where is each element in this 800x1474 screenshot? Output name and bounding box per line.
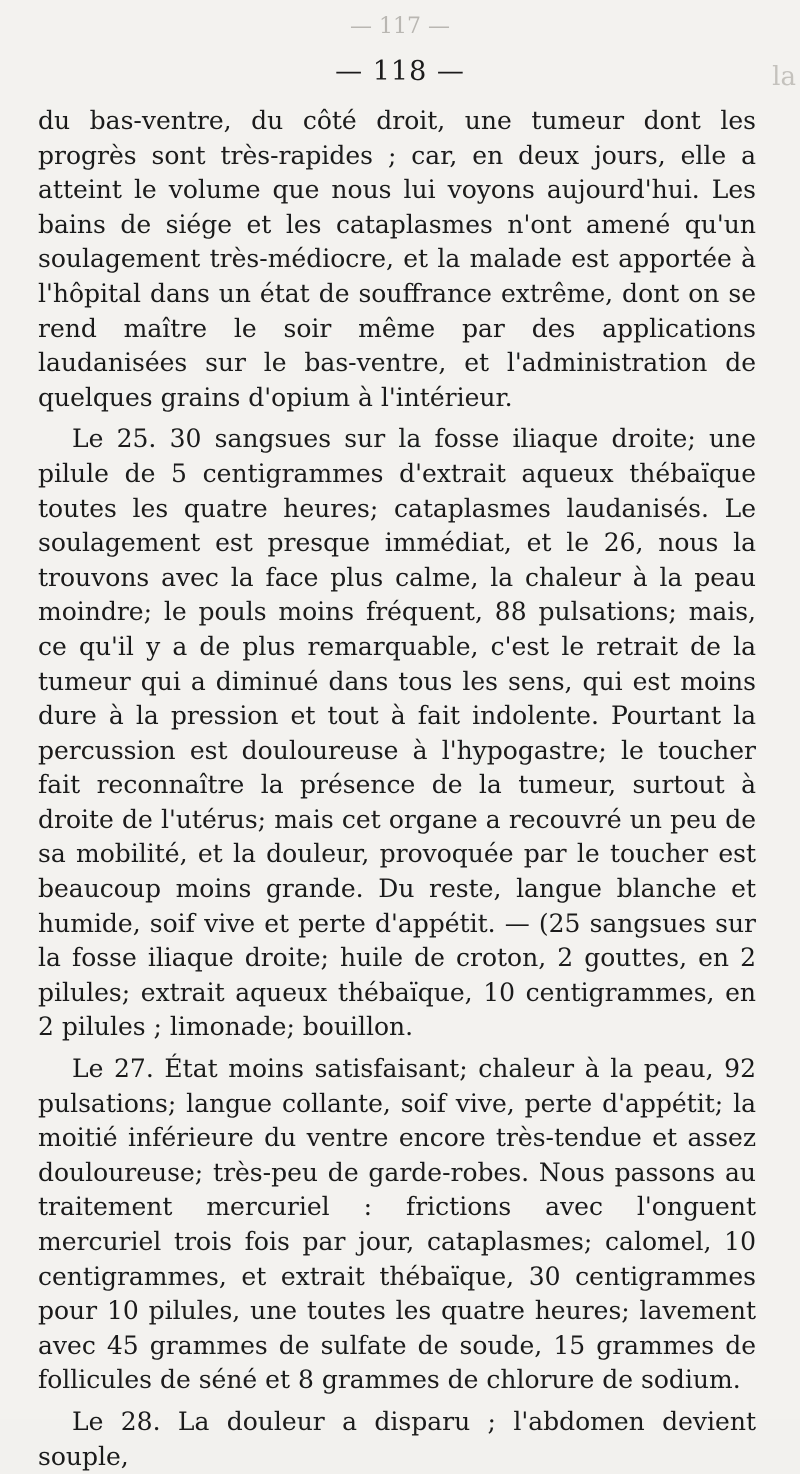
paragraph-day-27: Le 27. État moins satisfaisant; chaleur à la peau, 92 pulsations; langue collante, soif vive, perte d'appétit; la moitié inférieure du ventre encore très-tendue et assez douloureuse; très-peu de garde-robes. Nous passons au traitement mercuriel : frictions avec l'onguent mercuriel trois fois par jour, cataplasmes; calomel, 10 centigrammes, et extrait thébaïque, 30 centigrammes pour 10 pilules, une toutes les quatre heures; lavement avec 45 grammes de sulfate de soude, 15 grammes de follicules de séné et 8 grammes de chlorure de sodium. (38, 1054, 756, 1395)
paragraph-day-28: Le 28. La douleur a disparu ; l'abdomen devient souple, (38, 1406, 756, 1471)
paragraph-continuation: du bas-ventre, du côté droit, une tumeur dont les progrès sont très-rapides ; car, en deux jours, elle a atteint le volume que nous lui voyons aujourd'hui. Les bains de siége et les cataplasmes n'ont amené qu'un soulagement très-médiocre, et la malade est apportée à l'hôpital dans un état de souffrance extrême, dont on se rend maître le soir même par des applications laudanisées sur le bas-ventre, et l'administration de quelques grains d'opium à l'intérieur. (38, 106, 756, 412)
paragraph-day-25: Le 25. 30 sangsues sur la fosse iliaque droite; une pilule de 5 centigrammes d'extrait aqueux thébaïque toutes les quatre heures; cataplasmes laudanisés. Le soulagement est presque immédiat, et le 26, nous la trouvons avec la face plus calme, la chaleur à la peau moindre; le pouls moins fréquent, 88 pulsations; mais, ce qu'il y a de plus remarquable, c'est le retrait de la tumeur qui a diminué dans tous les sens, qui est moins dure à la pression et tout à fait indolente. Pourtant la percussion est douloureuse à l'hypogastre; le toucher fait reconnaître la présence de la tumeur, surtout à droite de l'utérus; mais cet organe a recouvré un peu de sa mobilité, et la douleur, provoquée par le toucher est beaucoup moins grande. Du reste, langue blanche et humide, soif vive et perte d'appétit. — (25 sangsues sur la fosse iliaque droite; huile de croton, 2 gouttes, en 2 pilules; extrait aqueux thébaïque, 10 centigrammes, en 2 pilules ; limonade; bouillon. (38, 424, 756, 1042)
page-number: — 118 — (335, 56, 465, 87)
bleed-through-text: la (772, 62, 796, 92)
body-text (38, 104, 756, 1474)
bleed-through-page-number: — 117 — (350, 14, 450, 39)
